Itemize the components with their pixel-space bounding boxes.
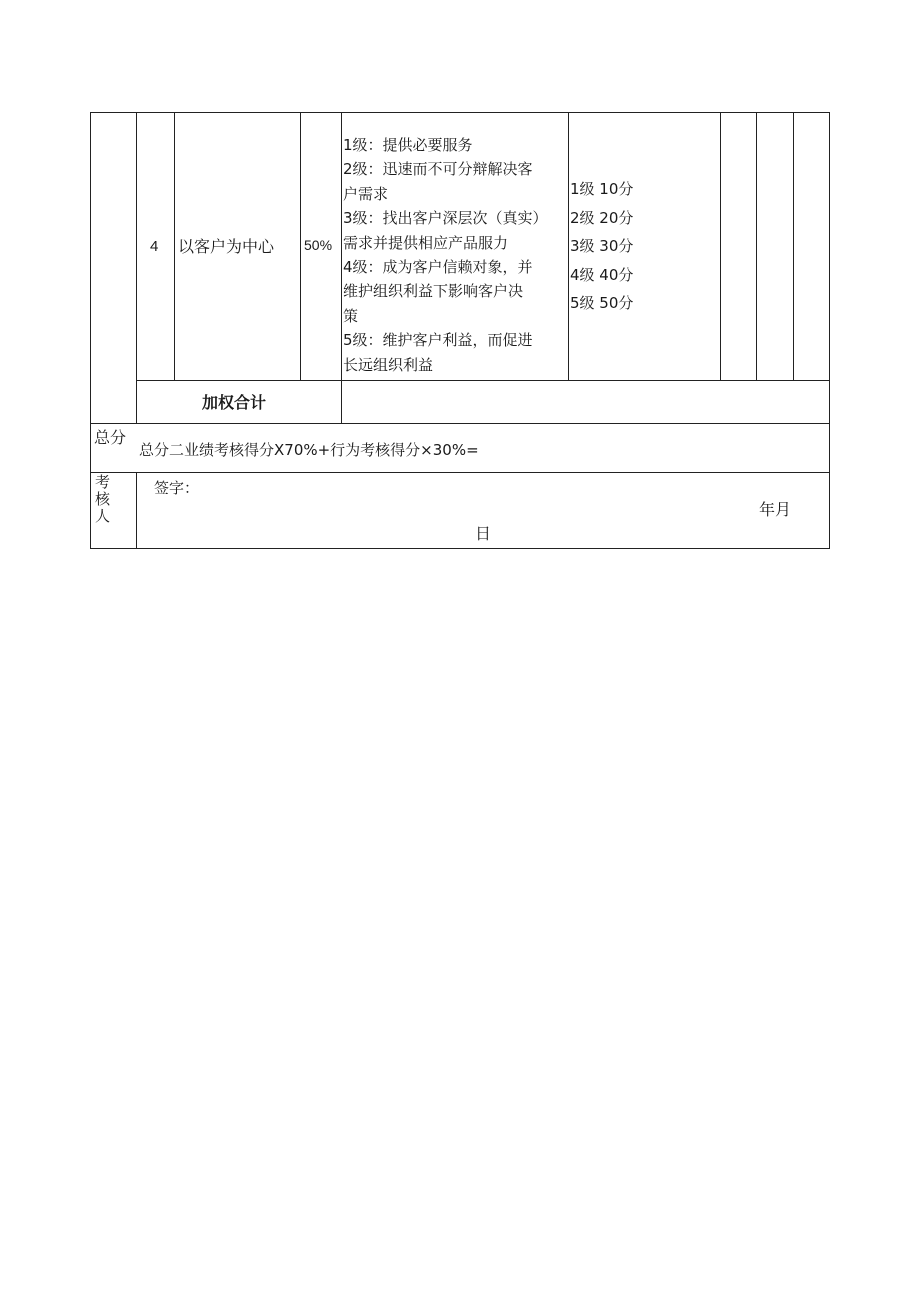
- date-day: 日: [475, 524, 492, 543]
- table-line-col-3: [300, 112, 301, 380]
- total-label: 总分: [94, 428, 127, 447]
- table-line-col-2: [174, 112, 175, 380]
- criteria-line: 需求并提供相应产品服力: [343, 233, 509, 252]
- table-line-col-4: [341, 112, 342, 423]
- score-list: [570, 175, 633, 318]
- row-name: 以客户为中心: [178, 237, 275, 256]
- score-level: 5级 50分: [570, 294, 634, 313]
- criteria-line: 1级：提供必要服务: [343, 136, 473, 154]
- table-border-bottom: [90, 548, 830, 549]
- table-line-col-1: [136, 112, 137, 424]
- table-line-col-6: [720, 112, 721, 380]
- criteria-line: 维护组织利益下影响客户决: [343, 282, 524, 301]
- criteria-line: 户需求: [343, 184, 389, 203]
- criteria-line: 3级：找出客户深层次（真实）: [343, 209, 548, 228]
- table-line-total-bottom: [90, 472, 830, 473]
- score-level: 4级 40分: [570, 265, 634, 284]
- reviewer-label: 考核人: [95, 473, 111, 525]
- weighted-total-label: 加权合计: [202, 393, 267, 412]
- criteria-line: 长远组织利益: [343, 355, 434, 374]
- criteria-line: 策: [343, 306, 359, 325]
- date-year-month: 年月: [759, 500, 792, 519]
- table-border-right: [829, 112, 830, 549]
- criteria-line: 5级：维护客户利益，而促进: [343, 331, 533, 350]
- row-index: 4: [150, 238, 159, 255]
- total-formula: 总分二业绩考核得分X70%+行为考核得分×30%=: [139, 441, 479, 459]
- criteria-line: 2级：迅速而不可分辩解决客: [343, 160, 533, 179]
- signature-label: 签字：: [154, 479, 200, 497]
- table-border-left: [90, 112, 91, 549]
- score-level: 1级 10分: [570, 180, 634, 198]
- table-line-col-1b: [136, 472, 137, 549]
- table-line-col-8: [793, 112, 794, 380]
- criteria-line: 4级：成为客户信赖对象，并: [343, 258, 533, 277]
- score-level: 3级 30分: [570, 237, 634, 256]
- criteria-list: [343, 133, 569, 377]
- row-weight: 50%: [304, 237, 333, 253]
- score-level: 2级 20分: [570, 208, 634, 227]
- table-line-row-bottom: [136, 380, 830, 381]
- table-line-weighted-total-bottom: [90, 423, 830, 424]
- table-border-top: [90, 112, 830, 113]
- table-line-col-7: [756, 112, 757, 380]
